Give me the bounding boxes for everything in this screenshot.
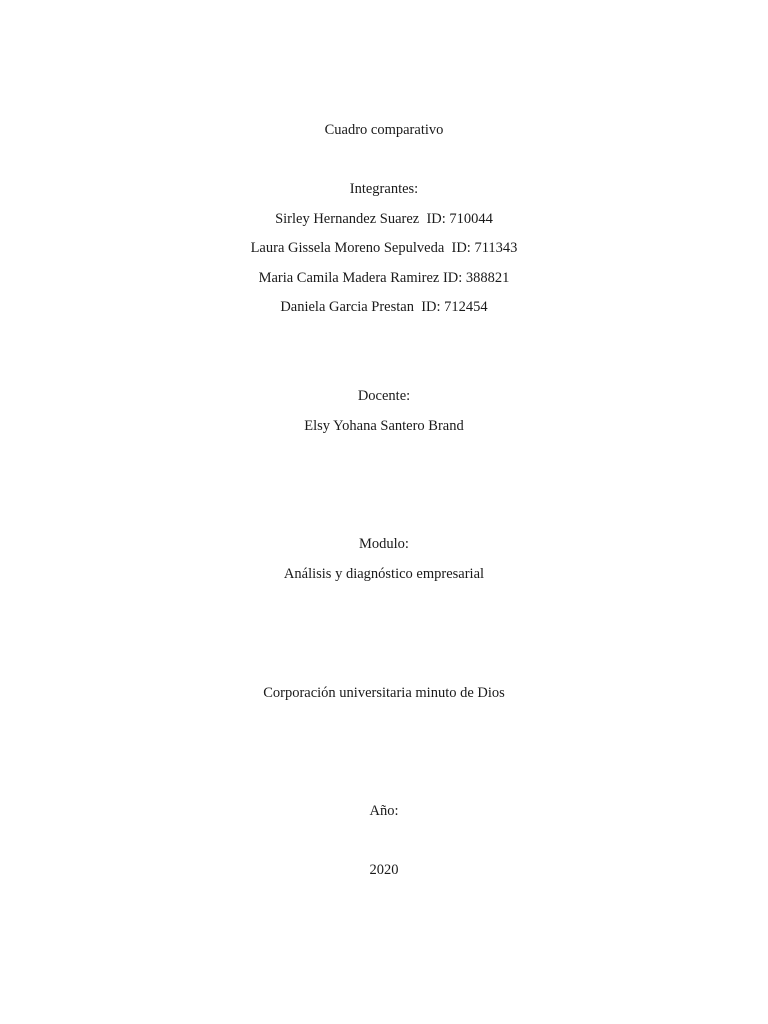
document-title: Cuadro comparativo xyxy=(324,122,444,138)
member-item: Maria Camila Madera Ramirez ID: 388821 xyxy=(258,270,510,286)
teacher-heading: Docente: xyxy=(357,388,411,404)
member-item: Daniela Garcia Prestan ID: 712454 xyxy=(280,299,488,315)
year-heading: Año: xyxy=(369,803,399,819)
institution-name: Corporación universitaria minuto de Dios xyxy=(263,685,505,701)
year-value: 2020 xyxy=(369,862,399,878)
members-heading: Integrantes: xyxy=(349,181,419,197)
member-item: Sirley Hernandez Suarez ID: 710044 xyxy=(275,211,493,227)
teacher-name: Elsy Yohana Santero Brand xyxy=(304,418,464,434)
module-heading: Modulo: xyxy=(359,536,409,552)
module-name: Análisis y diagnóstico empresarial xyxy=(283,566,485,582)
member-item: Laura Gissela Moreno Sepulveda ID: 711343 xyxy=(250,240,518,256)
